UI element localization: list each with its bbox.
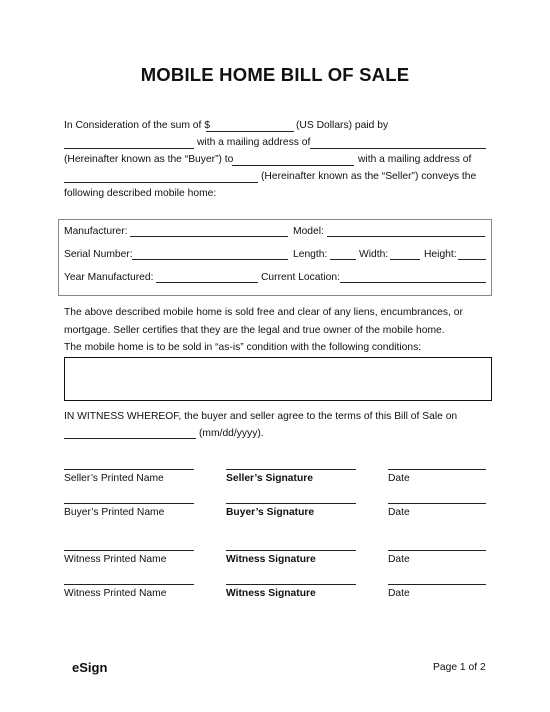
witness-signature-label: Witness Signature bbox=[226, 588, 316, 599]
us-dollars-label: (US Dollars) paid by bbox=[296, 120, 389, 131]
date-format-label: (mm/dd/yyyy). bbox=[199, 428, 264, 439]
current-location-field[interactable] bbox=[340, 282, 486, 283]
serial-number-label: Serial Number: bbox=[64, 249, 133, 260]
seller-date-label: Date bbox=[388, 473, 410, 484]
manufacturer-label: Manufacturer: bbox=[64, 226, 128, 237]
witness-printed-name-label: Witness Printed Name bbox=[64, 554, 167, 565]
terms-paragraph-line-3: The mobile home is to be sold in “as-is” condition with the following conditions: bbox=[64, 342, 422, 353]
buyer-printed-name-label: Buyer’s Printed Name bbox=[64, 507, 165, 518]
described-home-label: following described mobile home: bbox=[64, 188, 217, 199]
serial-number-field[interactable] bbox=[132, 259, 288, 260]
current-location-label: Current Location: bbox=[261, 272, 340, 283]
seller-printed-name-label: Seller’s Printed Name bbox=[64, 473, 164, 484]
signature-line[interactable] bbox=[64, 469, 194, 470]
signature-line[interactable] bbox=[226, 469, 356, 470]
buyer-address-field[interactable] bbox=[310, 148, 486, 149]
signature-line[interactable] bbox=[388, 503, 486, 504]
signature-line[interactable] bbox=[226, 584, 356, 585]
width-field[interactable] bbox=[390, 259, 420, 260]
seller-address-field[interactable] bbox=[64, 182, 258, 183]
year-manufactured-label: Year Manufactured: bbox=[64, 272, 154, 283]
height-label: Height: bbox=[424, 249, 457, 260]
signature-line[interactable] bbox=[388, 584, 486, 585]
witness-printed-name-label: Witness Printed Name bbox=[64, 588, 167, 599]
seller-mailing-label: with a mailing address of bbox=[358, 154, 472, 165]
signature-line[interactable] bbox=[226, 550, 356, 551]
buyer-name-field[interactable] bbox=[64, 148, 194, 149]
signature-line[interactable] bbox=[388, 469, 486, 470]
buyer-mailing-label: with a mailing address of bbox=[197, 137, 311, 148]
height-field[interactable] bbox=[458, 259, 486, 260]
length-label: Length: bbox=[293, 249, 328, 260]
conditions-text-box[interactable] bbox=[64, 357, 492, 401]
signature-line[interactable] bbox=[64, 550, 194, 551]
buyer-known-as-label: (Hereinafter known as the “Buyer”) to bbox=[64, 154, 234, 165]
manufacturer-field[interactable] bbox=[130, 236, 288, 237]
sum-amount-field[interactable] bbox=[206, 131, 294, 132]
sale-date-field[interactable] bbox=[64, 438, 196, 439]
page-number: Page 1 of 2 bbox=[433, 662, 486, 673]
signature-line[interactable] bbox=[388, 550, 486, 551]
seller-signature-label: Seller’s Signature bbox=[226, 473, 313, 484]
seller-name-field[interactable] bbox=[232, 165, 354, 166]
document-title: MOBILE HOME BILL OF SALE bbox=[140, 64, 410, 85]
model-label: Model: bbox=[293, 226, 324, 237]
signature-line[interactable] bbox=[226, 503, 356, 504]
esign-logo: eSign bbox=[72, 660, 108, 675]
witness-date-label: Date bbox=[388, 588, 410, 599]
terms-paragraph-line-1: The above described mobile home is sold free and clear of any liens, encumbrances, or bbox=[64, 307, 463, 318]
consideration-sum-label: In Consideration of the sum of $ bbox=[64, 120, 210, 131]
buyer-date-label: Date bbox=[388, 507, 410, 518]
signature-line[interactable] bbox=[64, 503, 194, 504]
model-field[interactable] bbox=[327, 236, 485, 237]
buyer-signature-label: Buyer’s Signature bbox=[226, 507, 315, 518]
witness-date-label: Date bbox=[388, 554, 410, 565]
length-field[interactable] bbox=[330, 259, 356, 260]
seller-known-as-label: (Hereinafter known as the “Seller”) conveys the bbox=[261, 171, 477, 182]
witness-statement: IN WITNESS WHEREOF, the buyer and seller agree to the terms of this Bill of Sale on bbox=[64, 411, 458, 422]
signature-line[interactable] bbox=[64, 584, 194, 585]
width-label: Width: bbox=[359, 249, 389, 260]
terms-paragraph-line-2: mortgage. Seller certifies that they are the legal and true owner of the mobile home. bbox=[64, 325, 445, 336]
witness-signature-label: Witness Signature bbox=[226, 554, 316, 565]
year-manufactured-field[interactable] bbox=[156, 282, 258, 283]
